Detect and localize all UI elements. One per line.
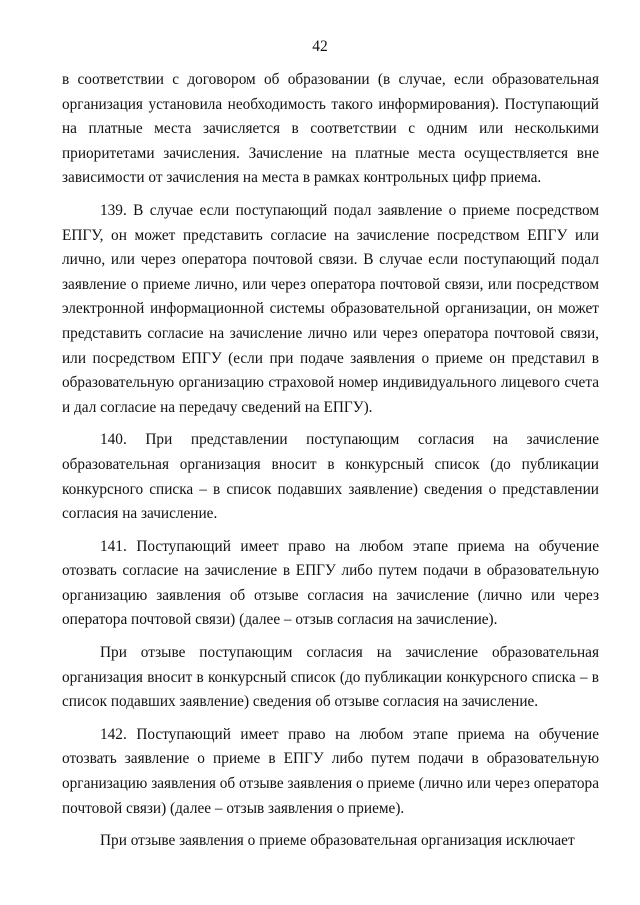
paragraph-139: 139. В случае если поступающий подал заявление о приеме посредством ЕПГУ, он может представить согласие на зачисление посредством ЕПГУ или лично, или через оператора почтовой связи. В случае если поступающий подал заявление о приеме лично, или через оператора почтовой связи, или посредством электронной информационной системы образовательной организации, он может представить согласие на зачисление лично или через оператора почтовой связи, или посредством ЕПГУ (если при подаче заявления о приеме он представил в образовательную организацию страховой номер индивидуального лицевого счета и дал согласие на передачу сведений на ЕПГУ).	[62, 201, 599, 416]
paragraph-142-application-withdrawal: При отзыве заявления о приеме образовательная организация исключает	[100, 832, 575, 850]
page-number: 42	[312, 38, 328, 55]
document-body	[62, 68, 599, 854]
paragraph-142: 142. Поступающий имеет право на любом этапе приема на обучение отозвать заявление о приеме в ЕПГУ либо путем подачи в образовательную организацию заявления об отзыве заявления о приеме (лично или через оператора почтовой связи) (далее – отзыв заявления о приеме).	[62, 725, 599, 817]
paragraph-continuation: в соответствии с договором об образовании (в случае, если образовательная организация установила необходимость такого информирования). Поступающий на платные места зачисляется в соответствии с одним или несколькими приоритетами зачисления. Зачисление на платные места осуществляется вне зависимости от зачисления на места в рамках контрольных цифр приема.	[62, 71, 599, 187]
paragraph-141: 141. Поступающий имеет право на любом этапе приема на обучение отозвать согласие на зачисление в ЕПГУ либо путем подачи в образовательную организацию заявления об отзыве согласия на зачисление (лично или через оператора почтовой связи) (далее – отзыв согласия на зачисление).	[62, 537, 599, 629]
paragraph-140: 140. При представлении поступающим согласия на зачисление образовательная организация вносит в конкурсный список (до публикации конкурсного списка – в список подавших заявление) сведения о представлении согласия на зачисление.	[62, 431, 599, 523]
paragraph-141-consent-withdrawal: При отзыве поступающим согласия на зачисление образовательная организация вносит в конкурсный список (до публикации конкурсного списка – в список подавших заявление) сведения об отзыве согласия на зачисление.	[62, 644, 599, 711]
